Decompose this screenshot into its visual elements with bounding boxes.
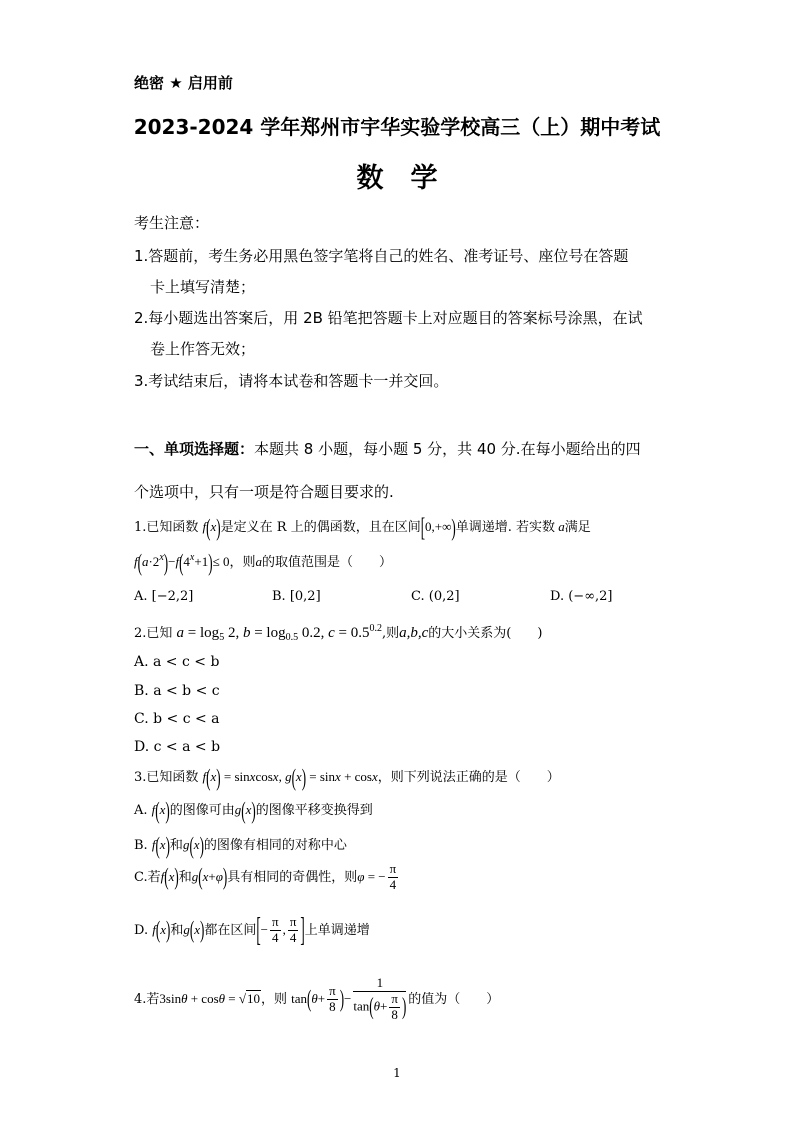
exam-title: 2023-2024 学年郑州市宇华实验学校高三（上）期中考试	[133, 115, 661, 139]
q2-option-c: C. b < c < a	[134, 711, 220, 727]
q2-option-a: A. a < c < b	[134, 654, 220, 670]
question-1-line-2: $f(a\cdot 2^x)-f(4^x+1)\le 0$，则a的取值范围是（ ）	[134, 547, 392, 576]
confidential-label: 绝密 ★ 启用前	[134, 74, 233, 92]
question-1-line-1: 1.已知函数 f(x)是定义在 R 上的偶函数，且在区间[0,+∞)单调递增. 若实数 a满足	[134, 511, 591, 542]
notice-item-1: 1.答题前，考生务必用黑色签字笔将自己的姓名、准考证号、座位号在答题	[134, 247, 629, 265]
section-label: 一、单项选择题：	[134, 440, 255, 458]
question-3-stem: 3.已知函数 f(x) = sinxcosx, g(x) = sinx + cosx，则下列说法正确的是（ ）	[134, 762, 560, 791]
notice-item-1-cont: 卡上填写清楚；	[150, 278, 256, 296]
q3-option-b: B. f(x)和g(x)的图像有相同的对称中心	[134, 830, 347, 859]
q1-option-b: B. [0,2]	[272, 589, 321, 604]
q1-option-a: A. [−2,2]	[134, 589, 194, 604]
q3-option-a: A. f(x)的图像可由g(x)的图像平移变换得到	[134, 795, 373, 824]
notice-item-3: 3.考试结束后，请将本试卷和答题卡一并交回。	[134, 372, 449, 390]
q3-option-d: D. f(x)和g(x)都在区间[− $\frac{\pi}{4}$ , $\frac{\pi}{4}$ ]上单调递增	[134, 909, 370, 949]
notice-item-2: 2.每小题选出答案后，用 2B 铅笔把答题卡上对应题目的答案标号涂黑，在试	[134, 309, 643, 327]
section-description-cont: 个选项中，只有一项是符合题目要求的.	[134, 483, 394, 501]
q2-option-b: B. a < b < c	[134, 683, 220, 699]
section-description: 本题共 8 小题，每小题 5 分，共 40 分.在每小题给出的四	[254, 440, 641, 458]
q1-option-c: C. (0,2]	[411, 589, 460, 604]
q1-option-d: D. (−∞,2]	[550, 589, 613, 604]
question-4-stem: 4.若3sinθ + cosθ = √10，则 tan(θ+ $\frac{\pi}{8}$ )− 1 tan(θ+ $\frac{\pi}{8}$ ) 的值为（ ）	[134, 975, 500, 1022]
notice-heading: 考生注意：	[134, 214, 210, 232]
section-heading	[134, 438, 641, 459]
subject-title: 数 学	[356, 163, 438, 194]
question-2-stem: 2.已知 $a = \log_5 2$, $b = \log_{0.5} 0.2$, $c = 0.5^{0.2}$,则a,b,c的大小关系为( )	[134, 623, 543, 643]
q2-option-d: D. c < a < b	[134, 739, 221, 755]
notice-item-2-cont: 卷上作答无效；	[150, 340, 256, 358]
page-number: 1	[393, 1066, 401, 1080]
q3-option-c: C.若f(x)和g(x+φ)具有相同的奇偶性，则φ = − $\frac{\pi}{4}$	[134, 861, 397, 892]
